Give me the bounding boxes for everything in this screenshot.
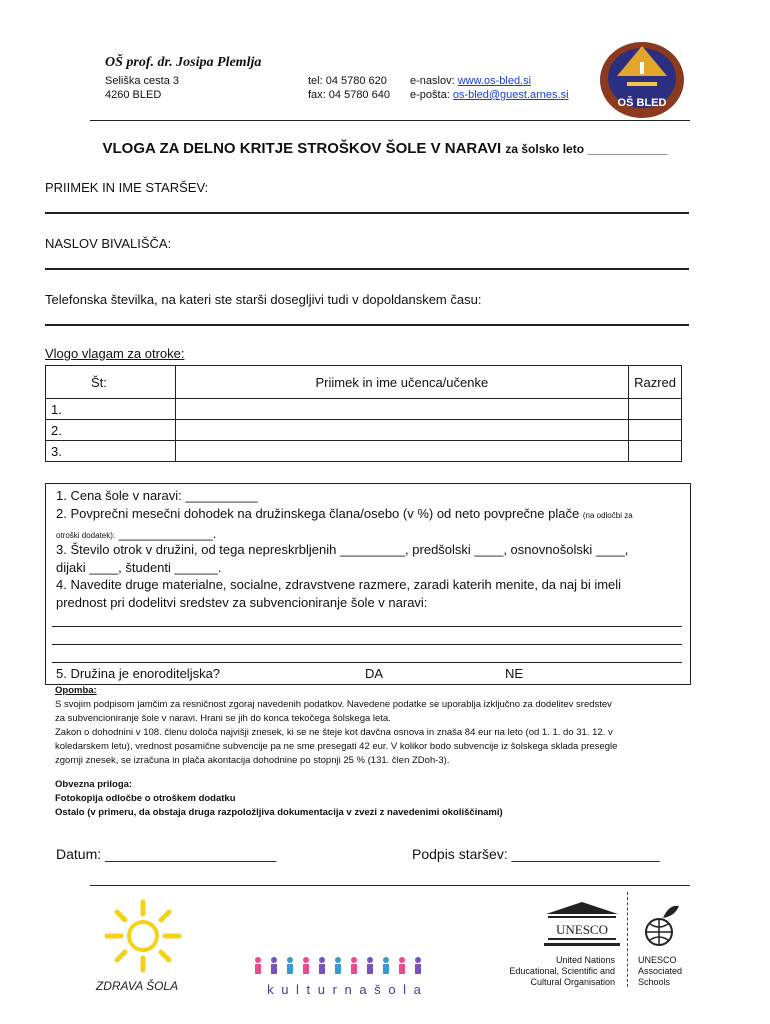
- associated-text: [638, 955, 682, 988]
- col-name: Priimek in ime učenca/učenke: [175, 366, 628, 399]
- q4-line-b: prednost pri dodelitvi sredstev za subvencioniranje šole v naravi:: [56, 595, 428, 610]
- table-row: [46, 399, 682, 420]
- tel: tel: 04 5780 620: [308, 75, 387, 87]
- note-text: [55, 698, 705, 768]
- q5-no[interactable]: NE: [505, 666, 524, 681]
- q4-answer-line[interactable]: [52, 662, 682, 663]
- un-line-2: Educational, Scientific and: [509, 966, 615, 976]
- children-table: [45, 365, 682, 462]
- phone-block: [308, 74, 390, 102]
- q4-answer-line[interactable]: [52, 644, 682, 645]
- email-block: [410, 74, 569, 102]
- assoc-line-2: Associated: [638, 966, 683, 976]
- col-class: Razred: [629, 366, 682, 399]
- kulturna-sola-logo: [250, 955, 440, 1000]
- city: 4260 BLED: [105, 89, 162, 101]
- row-number: 1.: [46, 399, 176, 420]
- q5-single-parent: 5. Družina je enoroditeljska?: [56, 666, 221, 681]
- temple-icon: [540, 900, 625, 950]
- web-link[interactable]: www.os-bled.si: [457, 75, 532, 87]
- name-cell[interactable]: [175, 420, 628, 441]
- q2-note-line: [56, 526, 216, 541]
- un-line-3: Cultural Organisation: [530, 977, 615, 987]
- q3-line-a: 3. Število otrok v družini, od tega nepreskrbljenih _________, predšolski ____, osnovnošolski ____,: [56, 542, 629, 557]
- web-label: e-naslov:: [410, 75, 458, 87]
- note-line: koledarskem letu), vrednost posamične subvencije pa ne sme presegati 42 eur. V kolikor bodo subvencije iz šolskega sklada presegle: [55, 741, 618, 752]
- globe-leaf-icon: [635, 900, 685, 950]
- un-line-1: United Nations: [555, 955, 615, 965]
- assoc-line-3: Schools: [638, 977, 671, 987]
- q1-price: 1. Cena šole v naravi: __________: [56, 488, 258, 503]
- mail-link[interactable]: os-bled@guest.arnes.si: [452, 89, 569, 101]
- address-field[interactable]: [45, 268, 689, 270]
- zdrava-sola-logo: [85, 898, 195, 998]
- children-intro: Vlogo vlagam za otroke:: [45, 346, 185, 361]
- class-cell[interactable]: [629, 441, 682, 462]
- attach-1: Fotokopija odločbe o otroškem dodatku: [55, 793, 236, 804]
- note-line: zgornji znesek, se izračuna in plača akontacija dohodnine po stopnji 25 % (131. člen ZDoh-3).: [55, 755, 450, 766]
- school-year: za šolsko leto ____________: [505, 142, 668, 156]
- phone-label: Telefonska številka, na kateri ste starši dosegljivi tudi v dopoldanskem času:: [45, 292, 482, 307]
- parents-field[interactable]: [45, 212, 689, 214]
- name-cell[interactable]: [175, 399, 628, 420]
- name-cell[interactable]: [175, 441, 628, 462]
- sun-icon: [85, 898, 195, 998]
- row-number: 3.: [46, 441, 176, 462]
- q2-note-b: otroški dodatek):: [56, 531, 116, 540]
- date-field[interactable]: Datum: ______________________: [56, 846, 277, 862]
- logo-divider: [627, 892, 628, 987]
- attachments: [55, 778, 705, 820]
- note-line: S svojim podpisom jamčim za resničnost zgoraj navedenih podatkov. Navedene podatke se uporablja izključno za dodelitev sredstev: [55, 699, 612, 710]
- class-cell[interactable]: [629, 420, 682, 441]
- form-title: [0, 140, 770, 157]
- row-number: 2.: [46, 420, 176, 441]
- note-line: Zakon o dohodnini v 108. členu določa najvišji znesek, ki se ne šteje kot davčna osnova in znaša 84 eur na leto (od 1. 1. do 31. 12. v: [55, 727, 613, 738]
- q2-note-a: (na odločbi za: [582, 511, 633, 520]
- attach-2: Ostalo (v primeru, da obstaja druga razpoložljiva dokumentacija v zvezi z navedenimi okoliščinami): [55, 807, 503, 818]
- address-label: NASLOV BIVALIŠČA:: [45, 236, 172, 251]
- street: Seliška cesta 3: [105, 75, 179, 87]
- note-line: za subvencioniranje šole v naravi. Hrani se jih do konca tekočega šolskega leta.: [55, 713, 391, 724]
- fax: fax: 04 5780 640: [308, 89, 390, 101]
- svg-text:UNESCO: UNESCO: [555, 922, 609, 937]
- table-row: [46, 441, 682, 462]
- q2-blank[interactable]: _____________.: [118, 526, 217, 541]
- school-address: [105, 74, 179, 102]
- school-logo: [597, 40, 687, 120]
- phone-field[interactable]: [45, 324, 689, 326]
- q5-yes[interactable]: DA: [365, 666, 384, 681]
- associated-schools-logo: [635, 900, 685, 950]
- people-icon: [250, 955, 440, 977]
- class-cell[interactable]: [629, 399, 682, 420]
- parents-label: PRIIMEK IN IME STARŠEV:: [45, 180, 209, 195]
- attach-heading: Obvezna priloga:: [55, 779, 133, 790]
- form-title-main: VLOGA ZA DELNO KRITJE STROŠKOV ŠOLE V NARAVI: [102, 140, 502, 157]
- school-name: OŠ prof. dr. Josipa Plemlja: [105, 55, 262, 70]
- q3-line-b: dijaki ____, študenti ______.: [56, 560, 222, 575]
- mail-label: e-pošta:: [410, 89, 453, 101]
- q4-answer-line[interactable]: [52, 626, 682, 627]
- assoc-line-1: UNESCO: [638, 955, 677, 965]
- q4-line-a: 4. Navedite druge materialne, socialne, zdravstvene razmere, zaradi katerih menite, da naj bi imeli: [56, 577, 622, 592]
- col-number: Št:: [46, 366, 176, 399]
- kulturna-text: k u l t u r n a š o l a: [267, 982, 423, 997]
- parents-signature-field[interactable]: Podpis staršev: ___________________: [412, 846, 660, 862]
- svg-text:OŠ BLED: OŠ BLED: [617, 97, 667, 109]
- school-logo-icon: [597, 40, 687, 120]
- q2-income: [56, 506, 633, 521]
- svg-text:ZDRAVA ŠOLA: ZDRAVA ŠOLA: [95, 979, 179, 993]
- unesco-text: [495, 955, 615, 988]
- table-row: [46, 420, 682, 441]
- unesco-temple-logo: [540, 900, 625, 950]
- q2-text: 2. Povprečni mesečni dohodek na družinskega člana/osebo (v %) od neto povprečne plače: [56, 506, 580, 521]
- note-heading: Opomba:: [55, 685, 97, 696]
